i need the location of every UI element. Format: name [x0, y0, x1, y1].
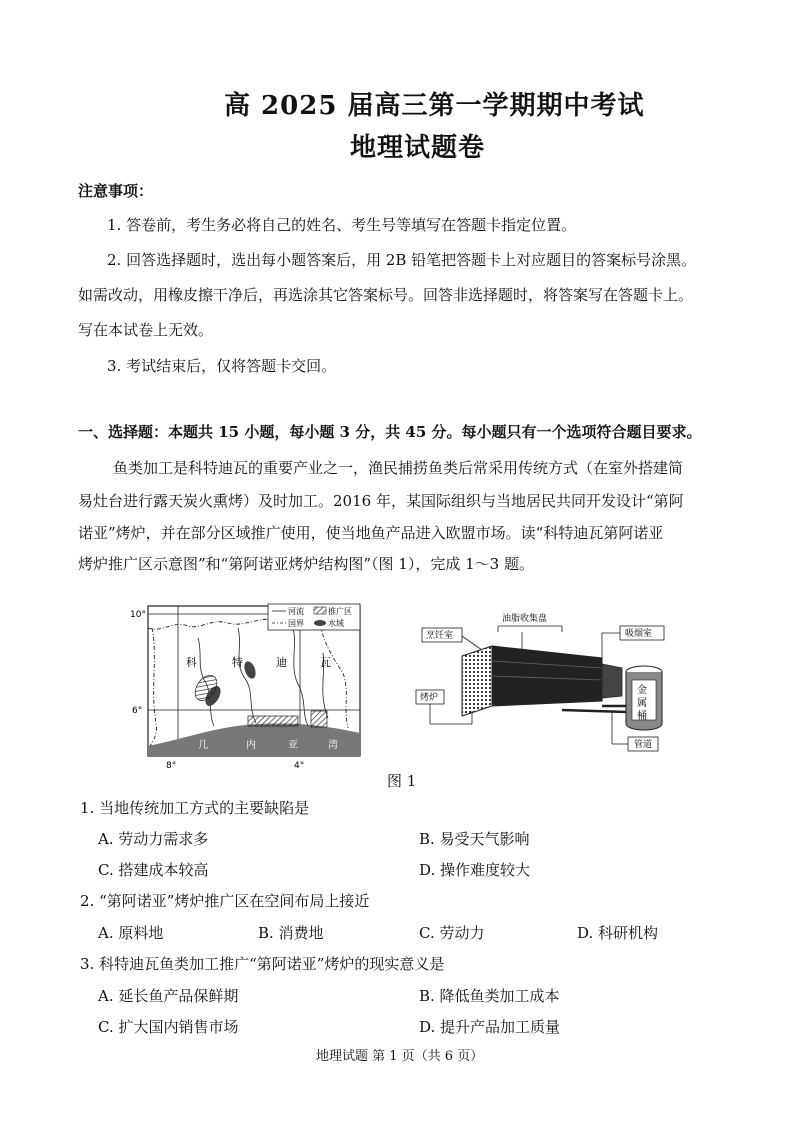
promotion-area-map — [128, 598, 378, 773]
furnace-label: 烤炉 — [420, 693, 439, 703]
metal-barrel-char-1: 金 — [637, 685, 647, 696]
legend-water-label: 水域 — [328, 619, 344, 628]
legend-border-label: 国界 — [288, 619, 304, 628]
country-char-4: 瓦 — [320, 656, 331, 669]
question-2-option-b: B. 消费地 — [258, 924, 324, 942]
page-title: 高 2025 届高三第一学期期中考试 — [224, 91, 645, 121]
question-3-option-b: B. 降低鱼类加工成本 — [419, 987, 560, 1005]
metal-barrel-char-2: 属 — [637, 698, 647, 709]
question-1-option-b: B. 易受天气影响 — [419, 830, 530, 848]
oven-front-face — [462, 646, 492, 716]
notice-item-3: 3. 考试结束后，仅将答题卡交回。 — [107, 357, 337, 375]
notice-item-2-line-2: 如需改动，用橡皮擦干净后，再选涂其它答案标号。回答非选择题时，将答案写在答题卡上。 — [78, 286, 694, 304]
metal-barrel-char-3: 桶 — [637, 711, 647, 722]
page-footer: 地理试题 第 1 页（共 6 页） — [316, 1049, 484, 1064]
question-2-option-c: C. 劳动力 — [419, 924, 485, 942]
country-char-1: 科 — [186, 656, 197, 669]
question-1-option-d: D. 操作难度较大 — [419, 861, 531, 879]
smoke-chamber-label: 吸烟室 — [625, 629, 653, 639]
promotion-zone-3 — [311, 711, 327, 727]
lat-label-10: 10° — [130, 610, 146, 620]
oven-body — [492, 646, 602, 706]
sea-char-4: 湾 — [328, 740, 338, 751]
oil-tray-label: 油脂收集盘 — [502, 614, 548, 624]
passage-line-3: 诺亚”烤炉，并在部分区域推广使用，使当地鱼产品进入欧盟市场。读“科特迪瓦第阿诺亚 — [78, 524, 664, 542]
section-heading: 一、选择题：本题共 15 小题，每小题 3 分，共 45 分。每小题只有一个选项符合题目要求。 — [78, 423, 702, 441]
passage-line-1: 鱼类加工是科特迪瓦的重要产业之一，渔民捕捞鱼类后常采用传统方式（在室外搭建简 — [113, 459, 684, 477]
question-1-stem: 1. 当地传统加工方式的主要缺陷是 — [80, 799, 310, 817]
legend-river-label: 河流 — [288, 607, 304, 616]
smoke-connector — [602, 664, 622, 698]
country-char-2: 特 — [232, 656, 243, 669]
lat-label-6: 6° — [132, 706, 143, 716]
promotion-zone-2 — [248, 716, 298, 726]
passage-line-2: 易灶台进行露天炭火熏烤）及时加工。2016 年，某国际组织与当地居民共同开发设计“第阿 — [78, 492, 684, 510]
legend-water-symbol — [314, 620, 326, 626]
question-2-option-d: D. 科研机构 — [577, 924, 659, 942]
question-2-stem: 2. “第阿诺亚”烤炉推广区在空间布局上接近 — [80, 892, 370, 910]
pipe-label: 管道 — [634, 740, 653, 750]
pipe-upper — [562, 710, 627, 712]
lon-label-8: 8° — [166, 761, 177, 771]
question-3-option-a: A. 延长鱼产品保鲜期 — [98, 987, 239, 1005]
page-subtitle: 地理试题卷 — [350, 133, 486, 163]
notice-item-1: 1. 答卷前，考生务必将自己的姓名、考生号等填写在答题卡指定位置。 — [107, 216, 577, 234]
legend-promo-label: 推广区 — [328, 607, 352, 616]
figure-caption: 图 1 — [387, 772, 417, 790]
question-1-option-c: C. 搭建成本较高 — [98, 861, 209, 879]
legend-promo-symbol — [314, 607, 326, 614]
notice-heading: 注意事项： — [78, 182, 154, 200]
country-char-3: 迪 — [276, 656, 287, 669]
passage-line-4: 烤炉推广区示意图”和“第阿诺亚烤炉结构图”（图 1），完成 1～3 题。 — [78, 555, 534, 573]
cooking-chamber-label: 烹饪室 — [426, 631, 454, 641]
sea-char-1: 几 — [198, 740, 208, 751]
question-3-stem: 3. 科特迪瓦鱼类加工推广“第阿诺亚”烤炉的现实意义是 — [80, 955, 445, 973]
sea-char-2: 内 — [246, 740, 256, 751]
notice-item-2-line-3: 写在本试卷上无效。 — [78, 321, 214, 339]
question-3-option-c: C. 扩大国内销售市场 — [98, 1018, 239, 1036]
lon-label-4: 4° — [294, 761, 305, 771]
notice-item-2-line-1: 2. 回答选择题时，选出每小题答案后，用 2B 铅笔把答题卡上对应题目的答案标号涂黑。 — [107, 251, 697, 269]
sea-char-3: 亚 — [288, 740, 298, 751]
question-3-option-d: D. 提升产品加工质量 — [419, 1018, 561, 1036]
question-1-option-a: A. 劳动力需求多 — [98, 830, 209, 848]
question-2-option-a: A. 原料地 — [98, 924, 164, 942]
oven-structure-diagram — [412, 606, 702, 766]
